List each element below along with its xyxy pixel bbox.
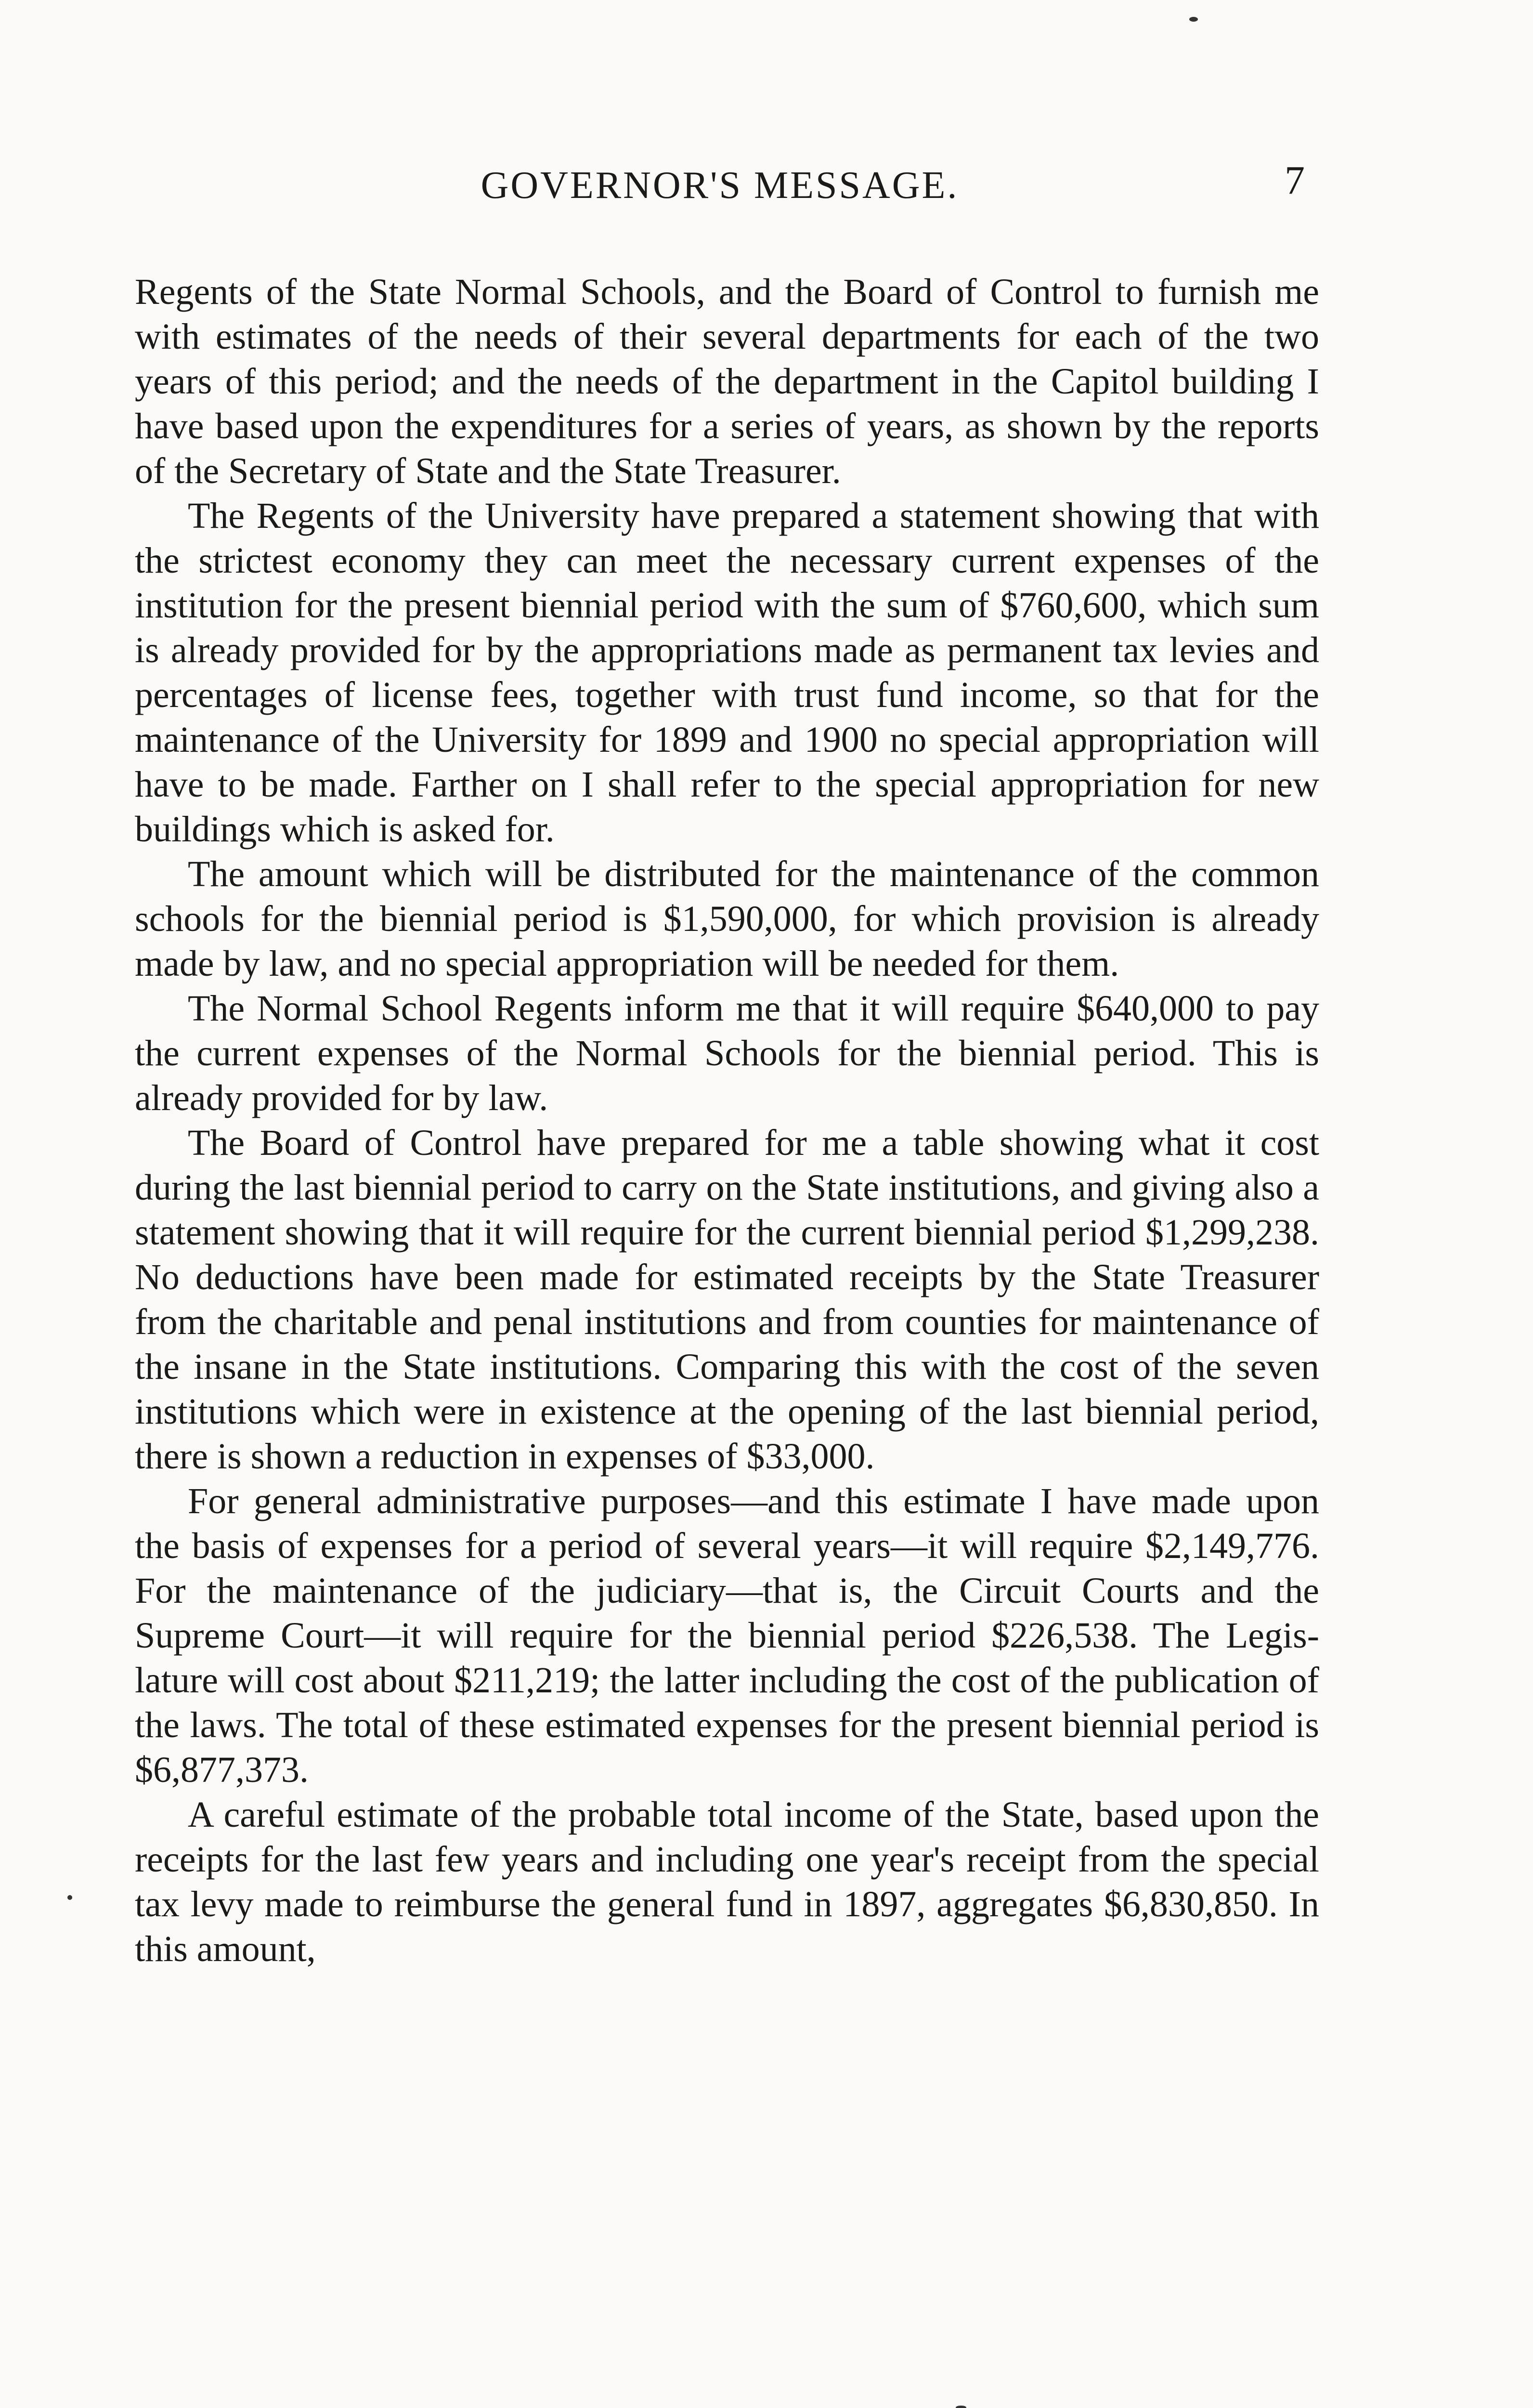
paragraph-continuation: Regents of the State Normal Schools, and the Board of Control to furnish me with estimates of the needs of their several departments for each of the two years of this period; and the needs of the department in the Capitol building I have based upon the expenditures for a series of years, as shown by the reports of the Secretary of State and the State Treasurer. [135, 272, 1319, 491]
running-title: GOVERNOR'S MESSAGE. [481, 164, 959, 207]
paragraph-board-of-control: The Board of Control have prepared for me a table showing what it cost during the last biennial period to carry on the State institutions, and giving also a statement showing that it will require for the current biennial period $1,299,238. No deductions have been made for estimated receipts by the State Treasurer from the charitable and penal institutions and from counties for maintenance of the insane in the State institutions. Comparing this with the cost of the seven institutions which were in existence at the opening of the last biennial period, there is shown a reduction in expenses of $33,000. [135, 1123, 1319, 1477]
print-speck [1189, 17, 1198, 22]
print-speck [956, 2406, 966, 2408]
paragraph-normal-schools: The Normal School Regents inform me that it will require $640,000 to pay the current expenses of the Normal Schools for the biennial period. This is already provided for by law. [135, 988, 1319, 1118]
paragraph-income-estimate: A careful estimate of the probable total income of the State, based upon the receipts for the last few years and including one year's receipt from the special tax levy made to reimburse the general fund in 1897, aggregates $6,830,850. In this amount, [135, 1794, 1319, 1969]
paragraph-common-schools: The amount which will be distributed for the maintenance of the common schools for the biennial period is $1,590,000, for which provision is already made by law, and no special appropriation will be needed for them. [135, 854, 1319, 984]
paragraph-general-administrative: For general administrative purposes—and this estimate I have made upon the basis of expenses for a period of several years—it will require $2,149,776. For the maintenance of the judiciary—that is, the Circuit Courts and the Supreme Court—it will require for the biennial period $226,538. The Legislature will cost about $211,219; the latter including the cost of the publication of the laws. The total of these estimated expenses for the present biennial period is $6,877,373. [135, 1481, 1319, 1790]
print-speck [67, 1895, 72, 1900]
running-head [135, 159, 1305, 212]
paragraph-university: The Regents of the University have prepared a statement showing that with the strictest economy they can meet the necessary current expenses of the institution for the present biennial period with the sum of $760,600, which sum is already provided for by the appropriations made as permanent tax levies and percentages of license fees, together with trust fund income, so that for the maintenance of the University for 1899 and 1900 no special appropriation will have to be made. Farther on I shall refer to the special appropriation for new buildings which is asked for. [135, 496, 1319, 850]
body-text [135, 270, 1319, 1972]
page-number: 7 [1285, 158, 1305, 203]
